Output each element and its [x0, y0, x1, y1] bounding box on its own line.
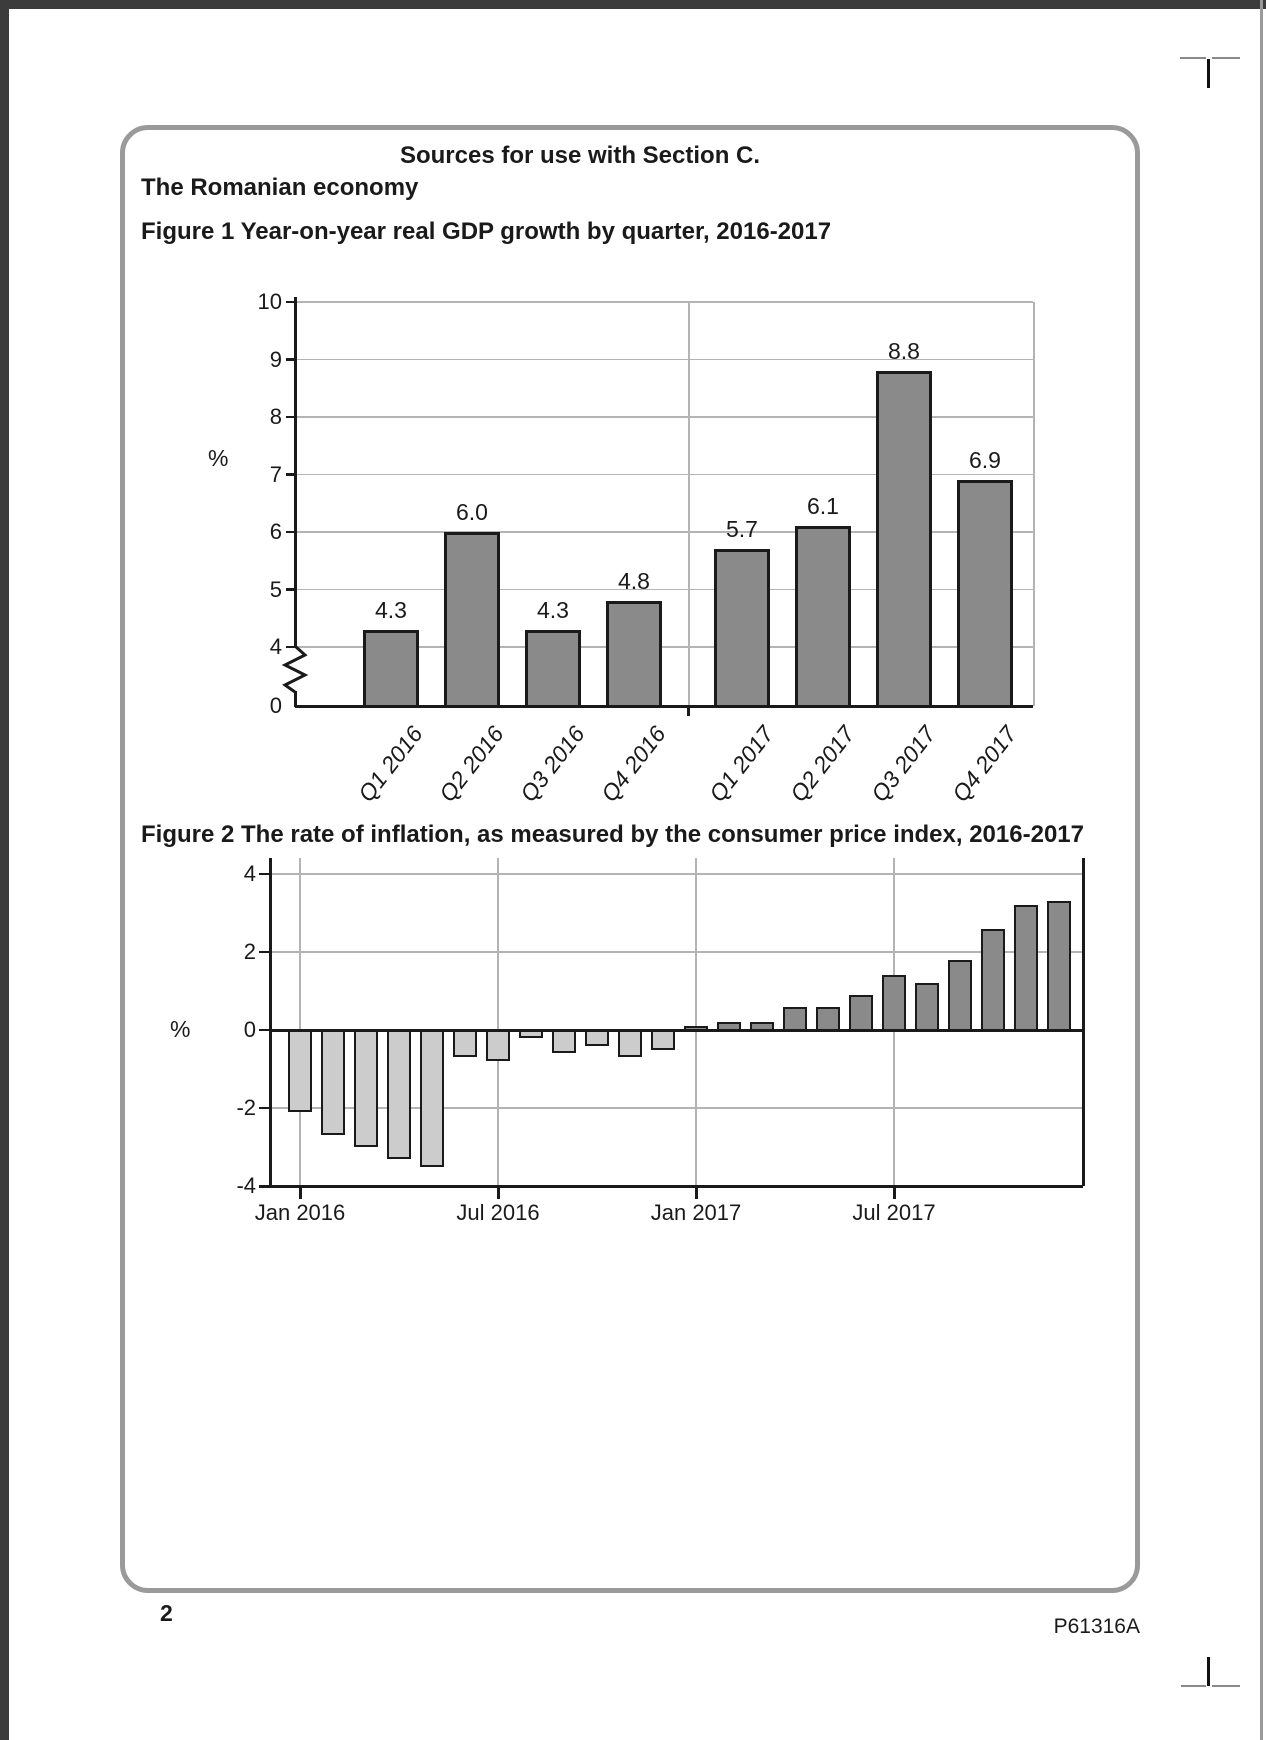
x-tick-label-text: Q2 2016: [433, 721, 509, 807]
bar: [486, 1029, 510, 1061]
scan-edge-top: [0, 0, 1266, 9]
bar: [618, 1029, 642, 1057]
bar-value-label: 6.0: [456, 499, 488, 525]
y-tick-label: 4: [269, 634, 282, 659]
zero-line: [270, 1029, 1083, 1032]
y-tick-label: 9: [269, 346, 282, 372]
bar: [981, 929, 1005, 1032]
bar: [882, 975, 906, 1031]
y-tick-label: -4: [236, 1173, 256, 1198]
bar: [651, 1029, 675, 1050]
gridline: [270, 951, 1083, 953]
y-tick-label: 2: [243, 939, 256, 964]
y-tick-label: 6: [269, 519, 282, 544]
figure2-caption: Figure 2 The rate of inflation, as measured by the consumer price index, 2016-2017: [141, 821, 1084, 848]
x-axis-tick: [299, 1187, 302, 1199]
y-axis: [269, 858, 272, 1188]
reg-mark-bottom-right: [1207, 1657, 1210, 1686]
content-box: [120, 125, 1140, 1593]
x-tick-label: Jul 2017: [852, 1200, 936, 1225]
reg-mark-top-right: [1212, 57, 1240, 59]
y-tick-label: 0: [269, 693, 282, 718]
x-tick-label: Jan 2017: [650, 1200, 742, 1225]
y-tick-label: -2: [236, 1095, 256, 1120]
section-header: Sources for use with Section C.: [399, 142, 761, 169]
y-tick-label: 5: [269, 576, 282, 602]
x-tick-label: Jul 2016: [456, 1200, 540, 1225]
y-tick-label: 10: [257, 289, 282, 314]
gridline: [695, 858, 697, 1186]
topic-heading: The Romanian economy: [141, 174, 419, 201]
x-axis-tick: [695, 1187, 698, 1199]
bar: [288, 1029, 312, 1112]
plot-right-border: [1082, 858, 1085, 1186]
x-axis: [259, 1185, 1083, 1188]
y-tick-label: 7: [269, 461, 282, 487]
bar: [321, 1029, 345, 1135]
x-tick-label-text: Q1 2017: [703, 721, 779, 807]
gridline: [299, 858, 301, 1186]
bar: [552, 1029, 576, 1053]
reg-mark-top-right: [1180, 57, 1206, 59]
bar-value-label: 6.9: [969, 447, 1001, 474]
gridline: [497, 858, 499, 1186]
x-tick-label-text: Q3 2016: [514, 721, 590, 807]
reg-mark-top-right: [1207, 59, 1210, 88]
reg-mark-bottom-right: [1181, 1685, 1206, 1687]
y-tick-label: 4: [243, 861, 256, 886]
bar: [915, 983, 939, 1031]
bar: [354, 1029, 378, 1147]
x-tick-label-text: Q4 2016: [595, 721, 671, 807]
bar-value-label: 6.1: [807, 493, 839, 520]
paper-code: P61316A: [1053, 1615, 1140, 1638]
page-number: 2: [160, 1600, 173, 1626]
bar-value-label: 4.8: [618, 568, 650, 594]
figure1-caption: Figure 1 Year-on-year real GDP growth by quarter, 2016-2017: [141, 218, 832, 245]
y-tick-label: 8: [269, 404, 282, 429]
bar: [387, 1029, 411, 1159]
y-axis-unit-label: %: [208, 445, 229, 471]
bar-value-label: 4.3: [537, 596, 569, 623]
bar: [453, 1029, 477, 1057]
bar: [948, 960, 972, 1032]
figure2-chart: [120, 125, 1140, 1593]
x-tick-label-text: Q1 2016: [352, 721, 428, 807]
bar: [1014, 905, 1038, 1031]
reg-mark-bottom-right: [1212, 1685, 1240, 1687]
bar: [1047, 901, 1071, 1031]
x-tick-label-text: Q3 2017: [865, 721, 941, 807]
y-axis-unit-label: %: [170, 1016, 191, 1042]
bar-value-label: 5.7: [726, 516, 758, 543]
bar: [849, 995, 873, 1032]
x-axis-tick: [497, 1187, 500, 1199]
x-tick-label: Jan 2016: [254, 1200, 346, 1225]
x-tick-label-text: Q2 2017: [784, 721, 860, 807]
scan-edge-right: [1260, 0, 1263, 1740]
gridline: [270, 873, 1083, 875]
x-tick-label-text: Q4 2017: [946, 721, 1022, 807]
bar-value-label: 4.3: [375, 596, 407, 623]
x-axis-tick: [893, 1187, 896, 1199]
bar-value-label: 8.8: [888, 338, 920, 364]
bar: [420, 1029, 444, 1167]
scan-edge-left: [0, 0, 9, 1740]
y-tick-label: 0: [243, 1017, 256, 1042]
